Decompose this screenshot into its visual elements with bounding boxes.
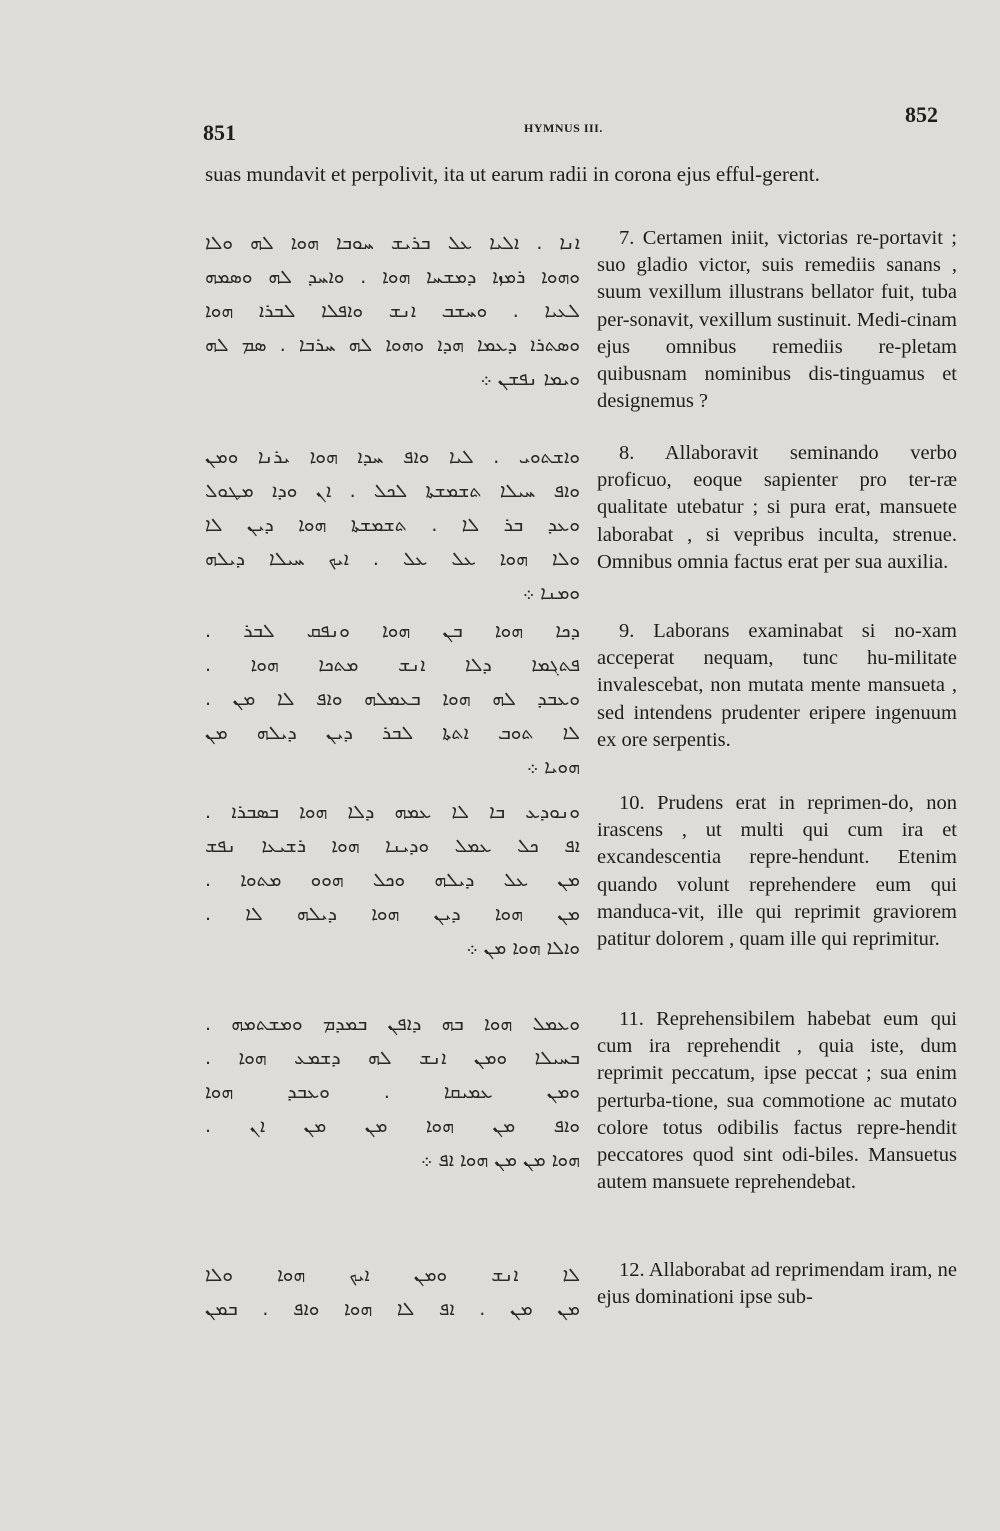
intro-paragraph: suas mundavit et perpolivit, ita ut earum radii in corona ejus efful-gerent. <box>205 162 820 186</box>
latin-paragraph-8 <box>597 440 957 576</box>
syriac-line: ܘܡܢܐ ܀ <box>522 582 580 604</box>
syriac-line: ܘܠܐ ܗܘܐ ܥܠ ܥܠ . ܐܝܟ ܚܝܠܐ ܕܝܠܗ <box>205 548 580 570</box>
latin-paragraph-10 <box>597 790 957 953</box>
latin-text: 12. Allaborabat ad reprimendam iram, ne ejus dominationi ipse sub- <box>597 1259 957 1309</box>
syriac-line: ܕܟܐ ܗܘܐ ܒܢ ܗܘܐ ܘܢܦܩ ܠܒܪ . <box>205 620 580 642</box>
syriac-line: ܘܐܦ ܡܢ ܗܘܐ ܡܢ ܡܢ ܐܢ . <box>205 1115 580 1137</box>
syriac-line: ܡܢ ܗܘܐ ܕܝܢ ܗܘܐ ܕܝܠܗ ܠܐ . <box>205 903 580 925</box>
latin-text: 11. Reprehensibilem habebat eum qui cum ira reprehendit , quia iste, dum reprimit peccatum, ipse peccat ; sua enim perturba-tione, sua commotione ac mutato colore totus odibilis factus repre-hendit peccatores quod sint odi-biles. Mansuetus autem mansuete reprehendebat. <box>597 1008 957 1194</box>
syriac-line: ܘܥܒܕ ܠܗ ܗܘܐ ܒܥܡܠܗ ܘܐܦ ܠܐ ܡܢ . <box>205 688 580 710</box>
syriac-stanza-5 <box>205 1007 580 1177</box>
syriac-line: ܘܗܘܐ ܪܡܙܐ ܕܡܫܚܐ ܗܘܐ . ܘܐܚܕ ܠܗ ܘܣܡܗ <box>205 266 580 288</box>
syriac-line: ܦܬܓܡܐ ܕܠܐ ܐܢܫ ܡܬܟܐ ܗܘܐ . <box>205 654 580 676</box>
syriac-line: ܘܣܬܪܐ ܕܥܡܐ ܗܕܐ ܘܗܘܐ ܠܗ ܚܪܒܐ . ܣܡ ܠܗ <box>205 334 580 356</box>
page-number-left: 851 <box>203 120 236 145</box>
latin-paragraph-9 <box>597 618 957 754</box>
latin-paragraph-12 <box>597 1257 957 1311</box>
syriac-stanza-3 <box>205 614 580 784</box>
syriac-stanza-1 <box>205 226 580 396</box>
syriac-line: ܘܐܦ ܚܝܠܐ ܬܫܡܫܬܐ ܠܟܠ . ܐܢ ܘܕܐ ܡܛܘܠ <box>205 480 580 502</box>
syriac-stanza-4 <box>205 795 580 965</box>
syriac-line: ܠܐ ܬܘܒ ܐܬܬܐ ܠܒܪ ܕܝܢ ܕܝܠܗ ܡܢ <box>205 722 580 744</box>
syriac-line: ܗܘܝܐ ܀ <box>526 756 580 778</box>
syriac-stanza-6 <box>205 1258 580 1326</box>
syriac-line: ܘܐܫܬܘܝ . ܠܝܐ ܘܐܦ ܚܕܐ ܗܘܐ ܝܪܢܐ ܘܡܢ <box>205 446 580 468</box>
syriac-line: ܘܥܡܠ ܗܘܐ ܒܗ ܕܐܦܢ ܒܡܕܡ ܘܡܫܬܡܗ . <box>205 1013 580 1035</box>
syriac-line: ܗܘܐ ܡܢ ܡܢ ܗܘܐ ܐܦ ܀ <box>420 1149 580 1171</box>
syriac-line: ܘܥܕ ܒܪ ܠܐ . ܬܫܡܫܬܐ ܗܘܐ ܕܝܢ ܠܐ <box>205 514 580 536</box>
syriac-line: ܘܝܡܐ ܢܦܫܢ ܀ <box>480 368 580 390</box>
latin-paragraph-11 <box>597 1006 957 1196</box>
latin-text: 7. Certamen iniit, victorias re-portavit ; suo gladio victor, suis remediis sanans , suum vexillum illustrans bellator fuit, tuba per-sonavit, vexillum sustinuit. Medi-cinam ejus omnibus remediis re-pletam quibusnam nominibus dis-tinguamus et designemus ? <box>597 227 957 413</box>
syriac-line: ܡܢ ܥܠ ܕܝܠܗ ܘܟܠ ܗܘܘ ܡܬܘܐ . <box>205 869 580 891</box>
syriac-line: ܒܚܝܠܐ ܘܡܢ ܐܢܫ ܠܗ ܕܫܡܥ ܗܘܐ . <box>205 1047 580 1069</box>
latin-text: 10. Prudens erat in reprimen-do, non irascens , ut multi qui cum ira et excandescentia repre-hendunt. Etenim quando volunt reprehendere eum qui manduca-vit, ille qui reprimit graviorem patitur dolorem , quam ille qui reprimitur. <box>597 792 957 951</box>
syriac-line: ܠܐ ܐܢܫ ܘܡܢ ܐܝܟ ܗܘܐ ܘܠܐ <box>205 1264 580 1286</box>
syriac-line: ܘܐܠܐ ܗܘܐ ܡܢ ܀ <box>466 937 580 959</box>
syriac-line: ܐܦ ܟܠ ܥܡܠ ܘܕܝܢܐ ܗܘܐ ܪܫܝܥܐ ܢܦܫ <box>205 835 580 857</box>
latin-text: 9. Laborans examinabat si no-xam acceperat nequam, tunc hu-militate invalescebat, non mutata mente mansueta , sed intendens prudenter eripere ingenuum ex ore serpentis. <box>597 620 957 751</box>
page-number-right: 852 <box>905 102 938 127</box>
syriac-line: ܡܢ ܡܢ . ܐܦ ܠܐ ܗܘܐ ܘܐܦ . ܒܡܢ <box>205 1298 580 1320</box>
syriac-line: ܐܢܐ . ܐܠܝܐ ܥܠ ܒܪܝܫ ܚܘܒܐ ܗܘܐ ܠܗ ܘܠܐ <box>205 232 580 254</box>
syriac-stanza-2 <box>205 440 580 610</box>
syriac-line: ܠܥܝܐ . ܘܚܫܒ ܐܢܫ ܘܐܦܠܐ ܠܒܪܐ ܗܘܐ <box>205 300 580 322</box>
running-title: HYMNUS III. <box>524 121 603 135</box>
latin-text: 8. Allaboravit seminando verbo proficuo, eoque sapienter pro ter-ræ qualitate utebatur ; si pura erat, mansuete laborabat , si vepribus inculta, strenue. Omnibus omnia factus erat per sua auxilia. <box>597 442 957 573</box>
syriac-line: ܘܡܢ ܥܡܝܩܐ . ܘܥܒܕ ܗܘܐ <box>205 1081 580 1103</box>
latin-paragraph-7 <box>597 225 957 415</box>
syriac-line: ܘܢܘܕܥ ܒܐ ܠܐ ܥܡܗ ܕܠܐ ܗܘܐ ܒܣܒܪܐ . <box>205 801 580 823</box>
